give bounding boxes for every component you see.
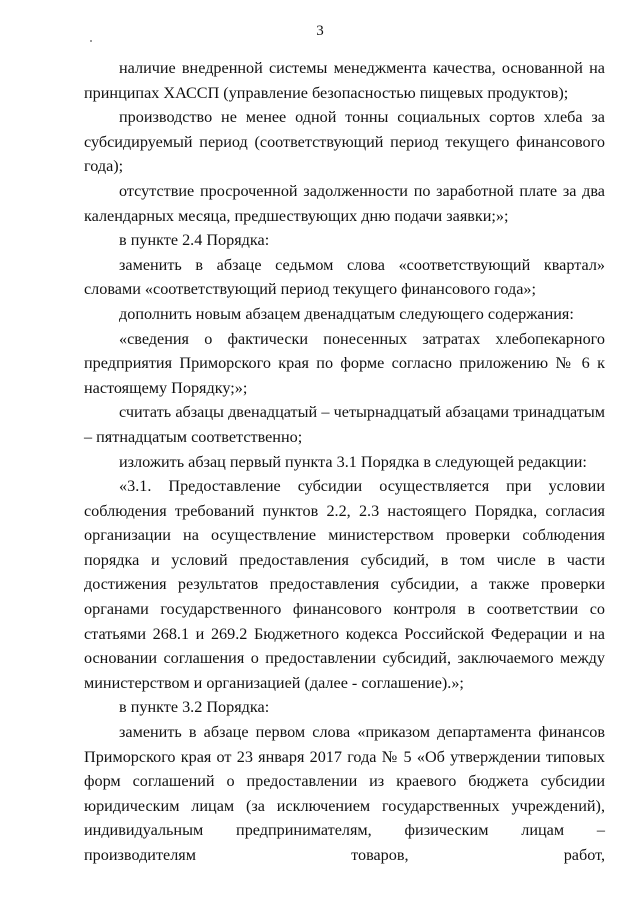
paragraph-bread-production: производство не менее одной тонны социальных сортов хлеба за субсидируемый период (соответствующий период текущего финансового года); [84, 108, 605, 176]
paragraph-add-twelfth: дополнить новым абзацем двенадцатым следующего содержания: [119, 304, 574, 323]
paragraph-renumber: считать абзацы двенадцатый – четырнадцатый абзацами тринадцатым – пятнадцатым соответственно; [84, 403, 605, 446]
paragraph-clause-3-1-text: «3.1. Предоставление субсидии осуществляется при условии соблюдения требований пунктов 2.2, 2.3 настоящего Порядка, согласия организации на осуществление министерством проверки соблюдения порядка и условий предоставления субсидий, в том числе в части достижения результатов предоставления субсидии, а также проверки органами государственного финансового контроля в соответствии со статьями 268.1 и 269.2 Бюджетного кодекса Российской Федерации и на основании соглашения о предоставлении субсидий, заключаемого между министерством и организацией (далее - соглашение).»; [84, 477, 605, 692]
paragraph-no-wage-debt: отсутствие просроченной задолженности по заработной плате за два календарных месяца, предшествующих дню подачи заявки;»; [84, 181, 605, 225]
paragraph-haccp: наличие внедренной системы менеджмента качества, основанной на принципах ХАССП (управление безопасностью пищевых продуктов); [84, 59, 605, 102]
paragraph-clause-3-2: в пункте 3.2 Порядка: [119, 698, 270, 717]
page-number: 3 [316, 23, 324, 39]
paragraph-replace-words: заменить в абзаце седьмом слова «соответствующий квартал» словами «соответствующий период текущего финансового года»; [84, 255, 605, 299]
document-body [84, 56, 605, 868]
scan-artifact [90, 40, 92, 42]
paragraph-cost-info: «сведения о фактически понесенных затратах хлебопекарного предприятия Приморского края по форме согласно приложению № 6 к настоящему Порядку;»; [84, 329, 605, 397]
paragraph-replace-order: заменить в абзаце первом слова «приказом департамента финансов Приморского края от 23 января 2017 года № 5 «Об утверждении типовых форм соглашений о предоставлении из краевого бюджета субсидии юридическим лицам (за исключением государственных учреждений), индивидуальным предпринимателям, физическим лицам – производителям товаров, работ, [84, 723, 605, 864]
paragraph-clause-2-4: в пункте 2.4 Порядка: [119, 231, 270, 250]
paragraph-clause-3-1-intro: изложить абзац первый пункта 3.1 Порядка в следующей редакции: [119, 452, 587, 471]
